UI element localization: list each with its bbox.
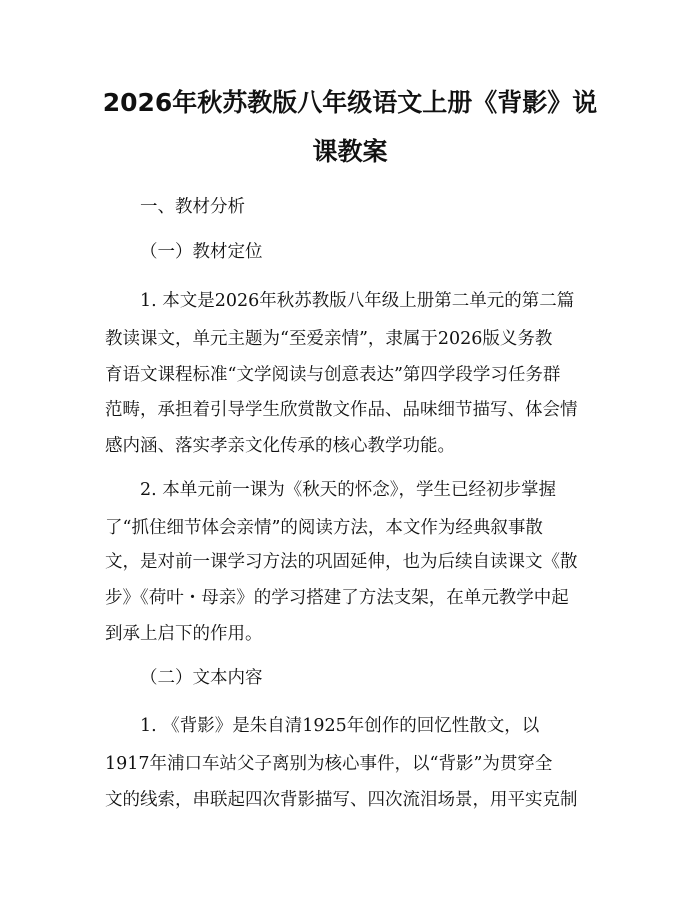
- document-title-line-2: 课教案: [312, 137, 388, 166]
- paragraph-line: 1917年浦口车站父子离别为核心事件，以“背影”为贯穿全: [105, 754, 553, 774]
- paragraph-line: 到承上启下的作用。: [105, 624, 263, 644]
- document-title-line-1: 2026年秋苏教版八年级语文上册《背影》说: [102, 88, 598, 117]
- paragraph-line: 步》《荷叶・母亲》的学习搭建了方法支架，在单元教学中起: [105, 588, 569, 608]
- paragraph-line: 感内涵、落实孝亲文化传承的核心教学功能。: [105, 436, 455, 456]
- paragraph-line: 育语文课程标准“文学阅读与创意表达”第四学段学习任务群: [105, 365, 561, 385]
- paragraph-line: 教读课文，单元主题为“至爱亲情”，隶属于2026版义务教: [105, 329, 553, 349]
- paragraph-line: 文的线索，串联起四次背影描写、四次流泪场景，用平实克制: [105, 790, 578, 810]
- paragraph-line: 1. 《背影》是朱自清1925年创作的回忆性散文，以: [140, 716, 540, 736]
- subsection-heading-positioning: （一）教材定位: [140, 242, 263, 262]
- paragraph-line: 2. 本单元前一课为《秋天的怀念》，学生已经初步掌握: [140, 480, 557, 500]
- section-heading-teaching-material-analysis: 一、教材分析: [140, 197, 245, 217]
- subsection-heading-text-content: （二）文本内容: [140, 668, 263, 688]
- paragraph-line: 文，是对前一课学习方法的巩固延伸，也为后续自读课文《散: [105, 552, 578, 572]
- paragraph-line: 范畴，承担着引导学生欣赏散文作品、品味细节描写、体会情: [105, 400, 578, 420]
- paragraph-line: 1. 本文是2026年秋苏教版八年级上册第二单元的第二篇: [140, 291, 575, 311]
- paragraph-line: 了“抓住细节体会亲情”的阅读方法，本文作为经典叙事散: [105, 518, 543, 538]
